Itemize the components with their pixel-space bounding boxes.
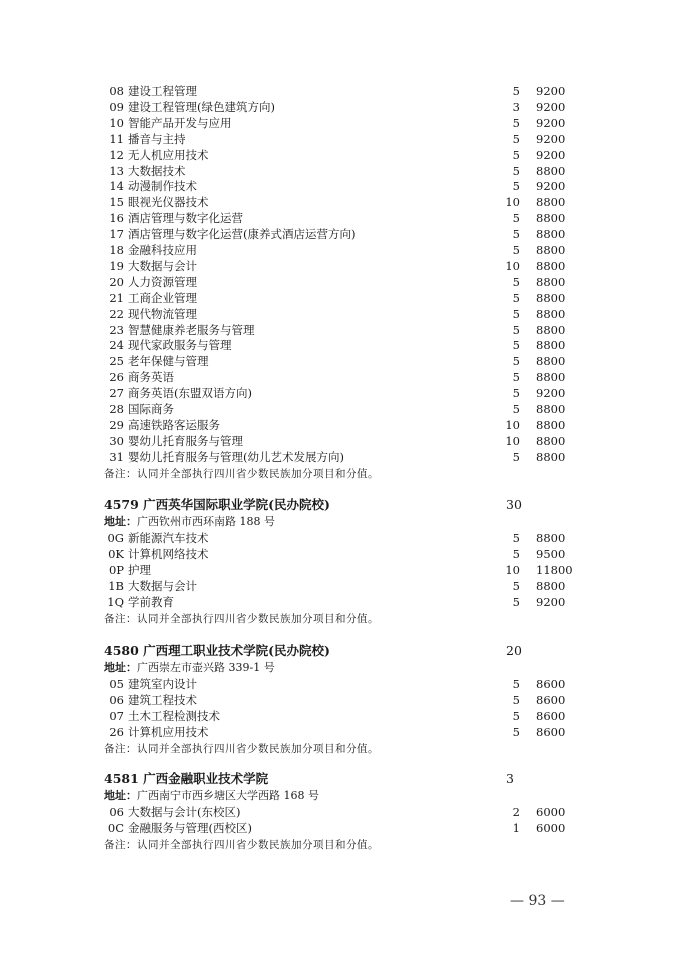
major-enrollment: 5: [512, 163, 520, 178]
major-code: 12: [109, 147, 124, 162]
major-row: [0, 99, 680, 115]
major-enrollment: 10: [505, 195, 520, 210]
major-tuition: 8600: [536, 724, 566, 739]
major-name: 酒店管理与数字化运营(康养式酒店运营方向): [128, 227, 356, 242]
major-code: 09: [109, 99, 124, 114]
major-name: 新能源汽车技术: [128, 531, 209, 545]
major-code: 05: [109, 677, 124, 691]
major-row: [0, 337, 680, 353]
major-tuition: 9500: [536, 546, 566, 561]
major-enrollment: 5: [512, 227, 520, 242]
major-code: 06: [109, 805, 124, 819]
school-address: [0, 660, 680, 676]
address-line: [104, 514, 275, 530]
major-enrollment: 10: [505, 433, 520, 448]
major-tuition: 9200: [536, 99, 566, 114]
major-row: [0, 594, 680, 610]
school-title: 4581 广西金融职业技术学院: [104, 771, 269, 786]
major-name: 工商企业管理: [128, 290, 197, 305]
major-enrollment: 5: [512, 546, 520, 561]
major-row: [0, 385, 680, 401]
school-header: [0, 643, 680, 661]
major-code: 22: [109, 306, 124, 321]
major-code: 16: [109, 211, 124, 226]
major-tuition: 8800: [536, 449, 566, 464]
school-title: 4580 广西理工职业技术学院(民办院校): [104, 643, 330, 658]
major-enrollment: 5: [512, 677, 520, 691]
major-code: 24: [109, 338, 124, 353]
major-name: 智慧健康养老服务与管理: [128, 322, 255, 337]
major-tuition: 8600: [536, 708, 566, 723]
address-label: 地址：: [104, 661, 137, 674]
major-tuition: 8800: [536, 433, 566, 448]
major-enrollment: 5: [512, 402, 520, 416]
major-tuition: 11800: [536, 562, 573, 577]
major-code: 0C: [107, 820, 124, 835]
major-code: 0G: [107, 531, 124, 545]
major-tuition: 8600: [536, 692, 566, 707]
major-tuition: 8800: [536, 306, 566, 321]
major-name: 大数据与会计(东校区): [128, 805, 241, 819]
major-code: 26: [109, 724, 124, 739]
major-tuition: 9200: [536, 179, 566, 194]
major-name: 国际商务: [128, 402, 174, 416]
major-tuition: 8800: [536, 243, 566, 257]
major-tuition: 8600: [536, 677, 566, 691]
major-code: 15: [109, 195, 124, 210]
major-name: 学前教育: [128, 594, 174, 609]
major-name: 现代物流管理: [128, 306, 197, 321]
major-row: [0, 226, 680, 242]
major-tuition: 8800: [536, 338, 566, 353]
major-name: 酒店管理与数字化运营: [128, 211, 243, 226]
major-tuition: 9200: [536, 131, 566, 146]
major-row: [0, 417, 680, 433]
school-address: [0, 788, 680, 804]
major-name: 智能产品开发与应用: [128, 115, 232, 130]
major-row: [0, 449, 680, 465]
major-tuition: 8800: [536, 195, 566, 210]
major-enrollment: 5: [512, 449, 520, 464]
major-row: [0, 578, 680, 594]
major-enrollment: 5: [512, 306, 520, 321]
remark-note: 备注：认同并全部执行四川省少数民族加分项目和分值。: [104, 612, 379, 625]
major-row: [0, 258, 680, 274]
major-tuition: 9200: [536, 594, 566, 609]
major-code: 18: [109, 243, 124, 257]
major-tuition: 8800: [536, 402, 566, 416]
major-tuition: 8800: [536, 290, 566, 305]
major-enrollment: 5: [512, 692, 520, 707]
major-tuition: 8800: [536, 227, 566, 242]
major-code: 0P: [108, 562, 124, 577]
major-name: 商务英语: [128, 370, 174, 385]
address-label: 地址：: [104, 515, 137, 528]
major-enrollment: 1: [512, 820, 520, 835]
major-enrollment: 10: [505, 258, 520, 273]
major-tuition: 9200: [536, 115, 566, 130]
major-enrollment: 5: [512, 354, 520, 369]
note-row: [0, 466, 680, 482]
major-code: 1Q: [107, 594, 124, 609]
address-text: 广西南宁市西乡塘区大学西路 168 号: [137, 789, 319, 802]
major-tuition: 8800: [536, 274, 566, 289]
major-row: [0, 115, 680, 131]
remark-note: 备注：认同并全部执行四川省少数民族加分项目和分值。: [104, 742, 379, 755]
remark-note: 备注：认同并全部执行四川省少数民族加分项目和分值。: [104, 838, 379, 851]
major-row: [0, 546, 680, 562]
major-code: 31: [109, 449, 124, 464]
major-name: 金融科技应用: [128, 243, 197, 257]
school-total-quota: 30: [506, 497, 522, 512]
major-name: 土木工程检测技术: [128, 708, 220, 723]
major-tuition: 8800: [536, 354, 566, 369]
major-row: [0, 306, 680, 322]
major-tuition: 8800: [536, 531, 566, 545]
school-header: [0, 771, 680, 789]
major-code: 27: [109, 386, 124, 401]
major-enrollment: 5: [512, 386, 520, 401]
major-code: 08: [109, 84, 124, 98]
school-total-quota: 20: [506, 643, 522, 658]
school-total-quota: 3: [506, 771, 514, 786]
major-row: [0, 530, 680, 546]
major-enrollment: 5: [512, 578, 520, 593]
major-row: [0, 433, 680, 449]
major-tuition: 9200: [536, 386, 566, 401]
major-code: 19: [109, 258, 124, 273]
major-tuition: 6000: [536, 805, 566, 819]
major-name: 无人机应用技术: [128, 147, 209, 162]
school-header: [0, 497, 680, 515]
major-code: 06: [109, 692, 124, 707]
major-row: [0, 692, 680, 708]
major-code: 29: [109, 417, 124, 432]
major-row: [0, 676, 680, 692]
major-code: 30: [109, 433, 124, 448]
major-name: 护理: [128, 562, 151, 577]
major-name: 建筑室内设计: [128, 677, 197, 691]
major-code: 11: [109, 131, 124, 146]
major-row: [0, 210, 680, 226]
major-row: [0, 147, 680, 163]
major-code: 21: [109, 290, 124, 305]
address-text: 广西崇左市壶兴路 339-1 号: [137, 661, 275, 674]
major-row: [0, 83, 680, 99]
major-code: 0K: [108, 546, 124, 561]
major-name: 婴幼儿托育服务与管理: [128, 433, 243, 448]
major-name: 建设工程管理: [128, 84, 197, 98]
major-code: 26: [109, 370, 124, 385]
major-enrollment: 5: [512, 179, 520, 194]
major-enrollment: 5: [512, 370, 520, 385]
major-tuition: 8800: [536, 578, 566, 593]
major-name: 播音与主持: [128, 131, 186, 146]
major-enrollment: 5: [512, 594, 520, 609]
major-enrollment: 5: [512, 274, 520, 289]
major-row: [0, 131, 680, 147]
major-name: 建筑工程技术: [128, 692, 197, 707]
major-code: 07: [109, 708, 124, 723]
major-row: [0, 804, 680, 820]
major-row: [0, 242, 680, 258]
major-row: [0, 724, 680, 740]
note-row: [0, 741, 680, 757]
major-tuition: 6000: [536, 820, 566, 835]
major-row: [0, 274, 680, 290]
major-enrollment: 5: [512, 211, 520, 226]
major-row: [0, 194, 680, 210]
major-tuition: 8800: [536, 370, 566, 385]
major-enrollment: 5: [512, 290, 520, 305]
address-label: 地址：: [104, 789, 137, 802]
major-enrollment: 10: [505, 562, 520, 577]
major-code: 23: [109, 322, 124, 337]
major-name: 高速铁路客运服务: [128, 417, 220, 432]
note-row: [0, 611, 680, 627]
address-text: 广西钦州市西环南路 188 号: [137, 515, 275, 528]
major-name: 老年保健与管理: [128, 354, 209, 369]
major-row: [0, 163, 680, 179]
major-name: 建设工程管理(绿色建筑方向): [128, 99, 275, 114]
major-code: 20: [109, 274, 124, 289]
major-enrollment: 5: [512, 84, 520, 98]
major-row: [0, 353, 680, 369]
major-code: 17: [109, 227, 124, 242]
address-line: [104, 660, 275, 676]
major-enrollment: 5: [512, 338, 520, 353]
major-enrollment: 5: [512, 131, 520, 146]
major-name: 大数据与会计: [128, 258, 197, 273]
school-address: [0, 514, 680, 530]
major-name: 大数据技术: [128, 163, 186, 178]
major-row: [0, 369, 680, 385]
page-number: — 93 —: [510, 893, 565, 909]
address-line: [104, 788, 319, 804]
major-enrollment: 5: [512, 243, 520, 257]
major-name: 动漫制作技术: [128, 179, 197, 194]
major-enrollment: 5: [512, 322, 520, 337]
major-tuition: 9200: [536, 84, 566, 98]
major-row: [0, 322, 680, 338]
major-tuition: 9200: [536, 147, 566, 162]
major-row: [0, 178, 680, 194]
major-row: [0, 290, 680, 306]
major-name: 大数据与会计: [128, 578, 197, 593]
major-code: 28: [109, 402, 124, 416]
major-code: 1B: [108, 578, 124, 593]
major-tuition: 8800: [536, 163, 566, 178]
major-row: [0, 708, 680, 724]
major-tuition: 8800: [536, 322, 566, 337]
major-name: 商务英语(东盟双语方向): [128, 386, 252, 401]
remark-note: 备注：认同并全部执行四川省少数民族加分项目和分值。: [104, 467, 379, 480]
major-row: [0, 820, 680, 836]
major-enrollment: 3: [512, 99, 520, 114]
major-name: 金融服务与管理(西校区): [128, 820, 252, 835]
major-row: [0, 562, 680, 578]
school-title: 4579 广西英华国际职业学院(民办院校): [104, 497, 330, 512]
major-enrollment: 5: [512, 724, 520, 739]
major-enrollment: 5: [512, 531, 520, 545]
major-enrollment: 2: [512, 805, 520, 819]
major-tuition: 8800: [536, 211, 566, 226]
major-row: [0, 401, 680, 417]
major-code: 13: [109, 163, 124, 178]
major-name: 婴幼儿托育服务与管理(幼儿艺术发展方向): [128, 449, 344, 464]
major-name: 计算机网络技术: [128, 546, 209, 561]
major-enrollment: 5: [512, 147, 520, 162]
major-code: 10: [109, 115, 124, 130]
major-enrollment: 5: [512, 708, 520, 723]
note-row: [0, 837, 680, 853]
major-name: 眼视光仪器技术: [128, 195, 209, 210]
major-code: 25: [109, 354, 124, 369]
major-enrollment: 5: [512, 115, 520, 130]
major-enrollment: 10: [505, 417, 520, 432]
major-name: 人力资源管理: [128, 274, 197, 289]
major-name: 现代家政服务与管理: [128, 338, 232, 353]
major-tuition: 8800: [536, 258, 566, 273]
major-name: 计算机应用技术: [128, 724, 209, 739]
major-code: 14: [109, 179, 124, 194]
major-tuition: 8800: [536, 417, 566, 432]
